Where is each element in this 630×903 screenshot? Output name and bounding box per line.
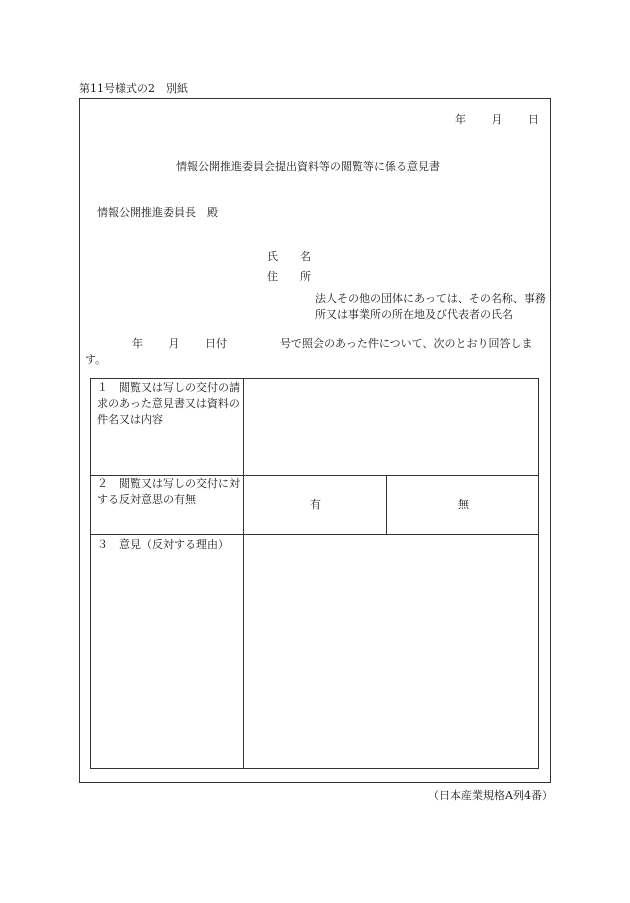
paper-size-note: （日本産業規格A列4番） bbox=[428, 789, 553, 802]
date-line: 年 月 日 bbox=[455, 113, 539, 126]
addressee: 情報公開推進委員長 殿 bbox=[97, 206, 218, 219]
table-divider-vertical bbox=[243, 379, 244, 768]
organization-note: 法人その他の団体にあっては、その名称、事務所又は事業所の所在地及び代表者の氏名 bbox=[315, 292, 546, 321]
option-no[interactable]: 無 bbox=[458, 498, 469, 511]
table-divider-row2 bbox=[91, 534, 538, 535]
body-text: 号で照会のあった件について、次のとおり回答しま bbox=[280, 337, 533, 350]
row3-label: ３ 意見（反対する理由） bbox=[97, 538, 229, 551]
form-number-label: 第11号様式の2 別紙 bbox=[79, 82, 188, 95]
document-title: 情報公開推進委員会提出資料等の閲覧等に係る意見書 bbox=[176, 160, 440, 173]
row2-label: ２ 閲覧又は写しの交付に対する反対意思の有無 bbox=[97, 477, 240, 506]
option-yes[interactable]: 有 bbox=[310, 498, 321, 511]
reference-date: 年 月 日付 bbox=[132, 337, 227, 350]
address-label: 住 所 bbox=[267, 270, 311, 283]
body-text-end: す。 bbox=[85, 353, 107, 366]
name-label: 氏 名 bbox=[267, 250, 311, 263]
table-divider-options bbox=[386, 475, 387, 534]
row1-label: １ 閲覧又は写しの交付の請求のあった意見書又は資料の件名又は内容 bbox=[97, 381, 240, 426]
response-table bbox=[90, 378, 539, 769]
